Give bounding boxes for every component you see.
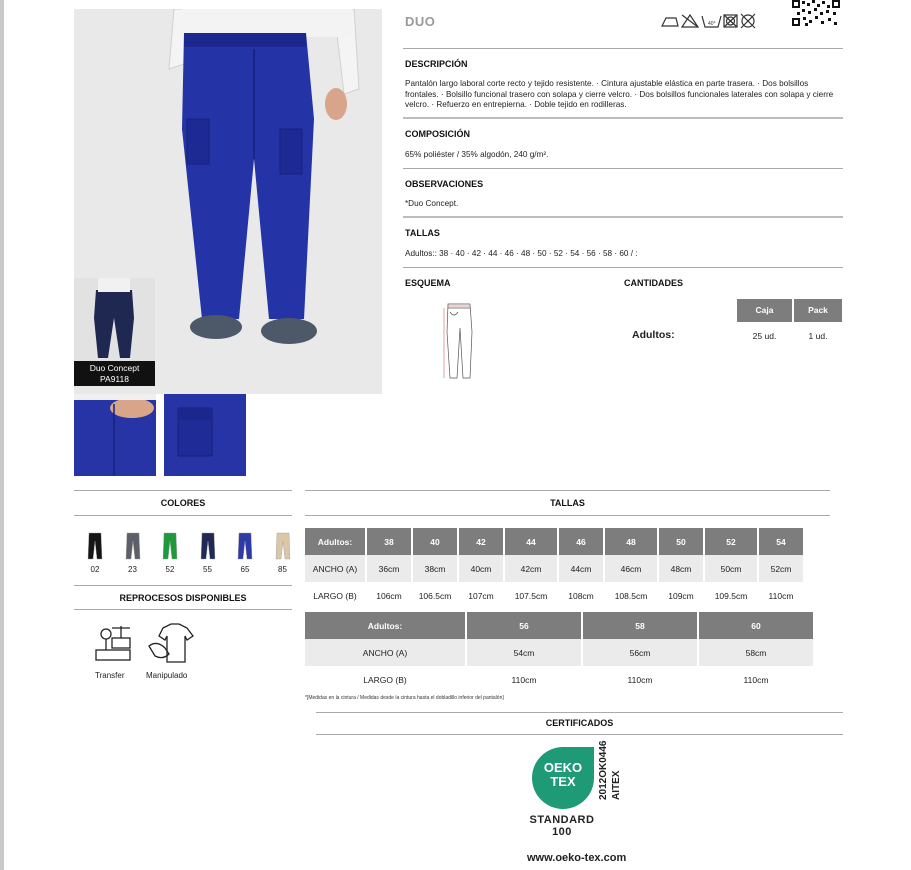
manipulado-icon-svg <box>147 622 195 666</box>
certificados-heading: CERTIFICADOS <box>545 718 614 728</box>
largo-label: LARGO (B) <box>305 666 465 693</box>
divider <box>305 515 830 516</box>
pants-swatch-icon <box>83 532 107 560</box>
table-cell: 110cm <box>583 666 697 693</box>
table-cell: 40cm <box>459 555 503 582</box>
table-cell: 44cm <box>559 555 603 582</box>
table-row <box>305 666 813 693</box>
table-row <box>305 612 813 639</box>
pants-swatch-icon <box>271 532 295 560</box>
table-cell: 56 <box>467 612 581 639</box>
standard-label: STANDARD <box>529 814 595 826</box>
table-cell: 110cm <box>467 666 581 693</box>
divider <box>305 490 830 491</box>
pants-swatch-icon <box>233 532 257 560</box>
pants-swatch-icon <box>196 532 220 560</box>
composicion-heading: COMPOSICIÓN <box>405 129 471 139</box>
oeko-tex-badge-text <box>532 761 594 789</box>
table-cell: 107.5cm <box>505 582 557 609</box>
size-table-note: *[Medidas en la cintura / Medidas desde la cintura hasta el dobladillo inferior del pantalón] <box>305 695 504 701</box>
table-cell: 54 <box>759 528 803 555</box>
color-swatch-row <box>83 532 293 574</box>
size-table-2 <box>303 612 815 693</box>
color-swatch[interactable] <box>196 532 220 574</box>
color-swatch[interactable] <box>121 532 145 574</box>
size-table-heading: TALLAS <box>550 498 585 508</box>
svg-text:40°: 40° <box>708 21 716 27</box>
table-cell: 58cm <box>699 639 813 666</box>
ancho-label: ANCHO (A) <box>305 639 465 666</box>
table-cell: 110cm <box>759 582 803 609</box>
table-cell: 107cm <box>459 582 503 609</box>
table-cell: 48 <box>605 528 657 555</box>
badge-line-2: TEX <box>550 774 576 789</box>
cantidades-pack-value: 1 ud. <box>808 331 828 341</box>
side-pocket-detail-image <box>164 394 246 476</box>
table-cell: 60 <box>699 612 813 639</box>
table-cell: 38 <box>367 528 411 555</box>
size-table-group2 <box>303 612 815 693</box>
composicion-text: 65% poliéster / 35% algodón, 240 g/m². <box>405 150 549 159</box>
table-cell: 110cm <box>699 666 813 693</box>
table-cell: 40 <box>413 528 457 555</box>
size-table-group1 <box>303 528 805 609</box>
table-cell: 54cm <box>467 639 581 666</box>
qr-code <box>792 0 840 26</box>
divider <box>316 734 843 735</box>
hand-shirt-icon <box>147 622 195 666</box>
pants-swatch-icon <box>121 532 145 560</box>
care-icons <box>660 10 778 32</box>
pants-sketch-icon <box>440 302 480 382</box>
thumbnail-caption-ref: PA9118 <box>100 374 129 384</box>
badge-line-1: OEKO <box>543 760 583 775</box>
care-symbols <box>660 10 778 32</box>
table-cell: 52cm <box>759 555 803 582</box>
color-code-label: 65 <box>240 565 250 574</box>
reprocesos-heading: REPROCESOS DISPONIBLES <box>119 593 247 603</box>
table-cell: 52 <box>705 528 757 555</box>
transfer-icon-svg <box>92 622 136 666</box>
color-swatch[interactable] <box>83 532 107 574</box>
tallas-heading: TALLAS <box>405 228 440 238</box>
thumbnail-caption <box>74 361 155 386</box>
reproceso-label-transfer: Transfer <box>95 671 125 680</box>
divider <box>403 48 843 49</box>
cert-org: AITEX <box>611 770 622 800</box>
table-cell: 106.5cm <box>413 582 457 609</box>
table-cell: 109.5cm <box>705 582 757 609</box>
cert-code: 2012OK0446 <box>598 740 609 800</box>
standard-number: 100 <box>552 826 572 838</box>
product-title: DUO <box>405 14 436 29</box>
cantidades-heading: CANTIDADES <box>624 278 684 288</box>
iron-icon <box>662 18 678 26</box>
table-cell: 109cm <box>659 582 703 609</box>
divider <box>403 216 843 218</box>
oeko-tex-standard <box>528 814 596 838</box>
table-cell: 108cm <box>559 582 603 609</box>
table-cell: 50 <box>659 528 703 555</box>
color-swatch[interactable] <box>158 532 182 574</box>
table-row <box>305 582 803 609</box>
observaciones-text: *Duo Concept. <box>405 199 459 208</box>
color-code-label: 23 <box>128 565 137 574</box>
oeko-tex-badge <box>532 747 594 809</box>
observaciones-heading: OBSERVACIONES <box>405 179 484 189</box>
thumbnail-pocket-detail[interactable] <box>74 394 156 476</box>
color-swatch[interactable] <box>233 532 257 574</box>
divider <box>403 267 843 268</box>
size-table-1 <box>303 528 805 609</box>
table-row <box>305 639 813 666</box>
page-edge <box>0 0 4 870</box>
cantidades-caja-header: Caja <box>737 299 792 322</box>
divider <box>316 712 843 713</box>
cantidades-pack-header: Pack <box>794 299 842 322</box>
divider <box>74 515 292 516</box>
table-cell: 36cm <box>367 555 411 582</box>
esquema-heading: ESQUEMA <box>405 278 451 288</box>
descripcion-text: Pantalón largo laboral corte recto y tejido resistente. · Cintura ajustable elástica en parte trasera. · Dos bolsillos frontales. · Bolsillo funcional trasero con solapa y cierre velcro. · Dos bolsillos funcionales laterales con solapa y cierre velcro. · Refuerzo en entrepierna. · Doble tejido en rodilleras. <box>405 79 834 109</box>
table-cell: 106cm <box>367 582 411 609</box>
ancho-label: ANCHO (A) <box>305 555 365 582</box>
table-cell: 38cm <box>413 555 457 582</box>
color-swatch[interactable] <box>271 532 295 574</box>
color-code-label: 02 <box>90 565 100 574</box>
cantidades-caja-value: 25 ud. <box>752 331 777 341</box>
size-group-label: Adultos: <box>305 612 465 639</box>
cantidades-row-label: Adultos: <box>632 329 675 341</box>
table-cell: 56cm <box>583 639 697 666</box>
pants-swatch-icon <box>158 532 182 560</box>
colores-heading: COLORES <box>160 498 206 508</box>
table-cell: 42cm <box>505 555 557 582</box>
qr-code-icon <box>792 0 840 26</box>
oeko-tex-url[interactable]: www.oeko-tex.com <box>527 852 627 864</box>
pants-sketch <box>440 302 480 382</box>
size-group-label: Adultos: <box>305 528 365 555</box>
divider <box>74 585 292 586</box>
color-code-label: 55 <box>203 565 212 574</box>
divider <box>403 168 843 169</box>
table-cell: 46cm <box>605 555 657 582</box>
table-cell: 50cm <box>705 555 757 582</box>
thumbnail-caption-name: Duo Concept <box>89 363 140 373</box>
table-cell: 58 <box>583 612 697 639</box>
tallas-text: Adultos:: 38 · 40 · 42 · 44 · 46 · 48 · 50 · 52 · 54 · 56 · 58 · 60 / : <box>405 249 638 258</box>
divider <box>403 117 843 119</box>
divider <box>74 609 292 610</box>
table-cell: 46 <box>559 528 603 555</box>
table-cell: 42 <box>459 528 503 555</box>
table-row <box>305 528 803 555</box>
divider <box>74 490 292 491</box>
descripcion-heading: DESCRIPCIÓN <box>405 59 468 69</box>
table-row <box>305 555 803 582</box>
table-cell: 108.5cm <box>605 582 657 609</box>
largo-label: LARGO (B) <box>305 582 365 609</box>
table-cell: 48cm <box>659 555 703 582</box>
thumbnail-side-pocket-detail[interactable] <box>164 394 246 476</box>
color-swatches <box>83 532 293 577</box>
pocket-detail-image <box>74 394 156 476</box>
heat-press-icon <box>92 622 136 666</box>
color-code-label: 52 <box>165 565 175 574</box>
reproceso-label-manipulado: Manipulado <box>146 671 188 680</box>
color-code-label: 85 <box>278 565 287 574</box>
table-cell: 44 <box>505 528 557 555</box>
